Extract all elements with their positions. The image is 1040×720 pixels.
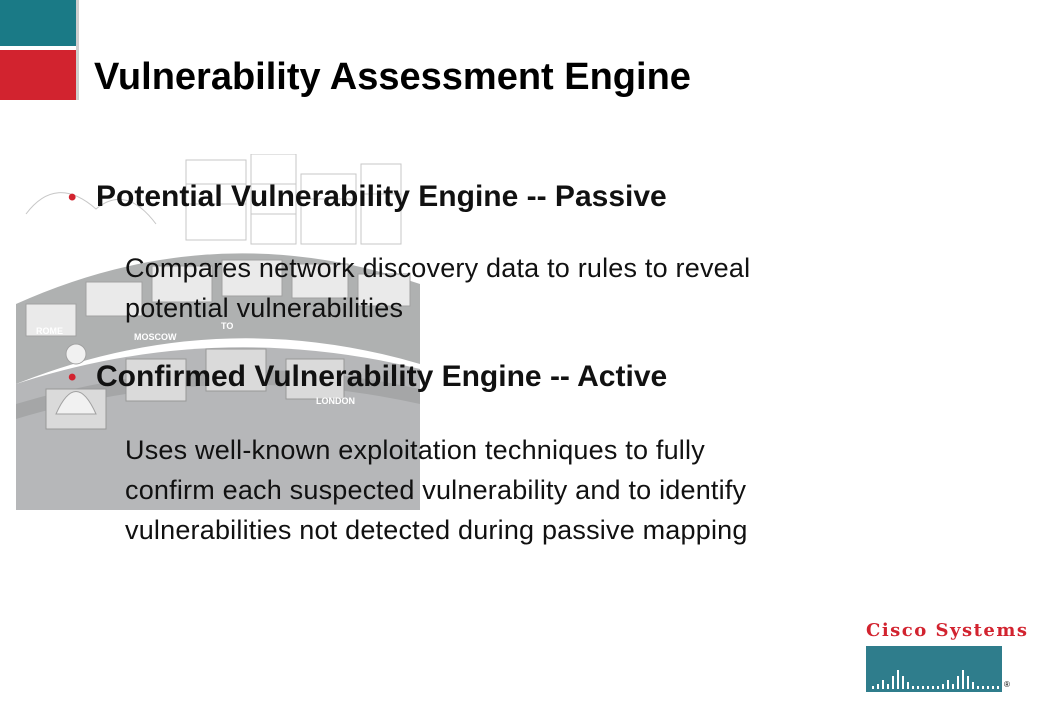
bullet-passive-description [125, 248, 750, 328]
corner-block-red [0, 50, 76, 100]
illustration-label-london: LONDON [316, 396, 355, 406]
illustration-label-rome: ROME [36, 326, 63, 336]
bullet-active-description [125, 430, 748, 550]
logo-bridge-icon [866, 646, 1002, 692]
corner-shadow [76, 0, 79, 100]
corner-block-teal [0, 0, 76, 46]
description-line: Compares network discovery data to rules to reveal [125, 253, 751, 283]
bullet-dot: • [68, 364, 77, 391]
illustration-label-to: TO [221, 321, 234, 331]
registered-mark: ® [1004, 680, 1010, 689]
cisco-systems-logo [866, 620, 1029, 692]
bullet-heading: Confirmed Vulnerability Engine -- Active [96, 360, 668, 393]
description-line: vulnerabilities not detected during passive mapping [125, 515, 748, 545]
description-line: Uses well-known exploitation techniques to fully [125, 435, 705, 465]
bullet-heading: Potential Vulnerability Engine -- Passive [96, 180, 667, 213]
illustration-label-moscow: MOSCOW [134, 332, 177, 342]
description-line: confirm each suspected vulnerability and to identify [125, 475, 747, 505]
logo-wordmark: Cisco Systems [866, 620, 1029, 641]
description-line: potential vulnerabilities [125, 293, 404, 323]
slide-title: Vulnerability Assessment Engine [94, 56, 691, 98]
bullet-dot: • [68, 184, 77, 211]
